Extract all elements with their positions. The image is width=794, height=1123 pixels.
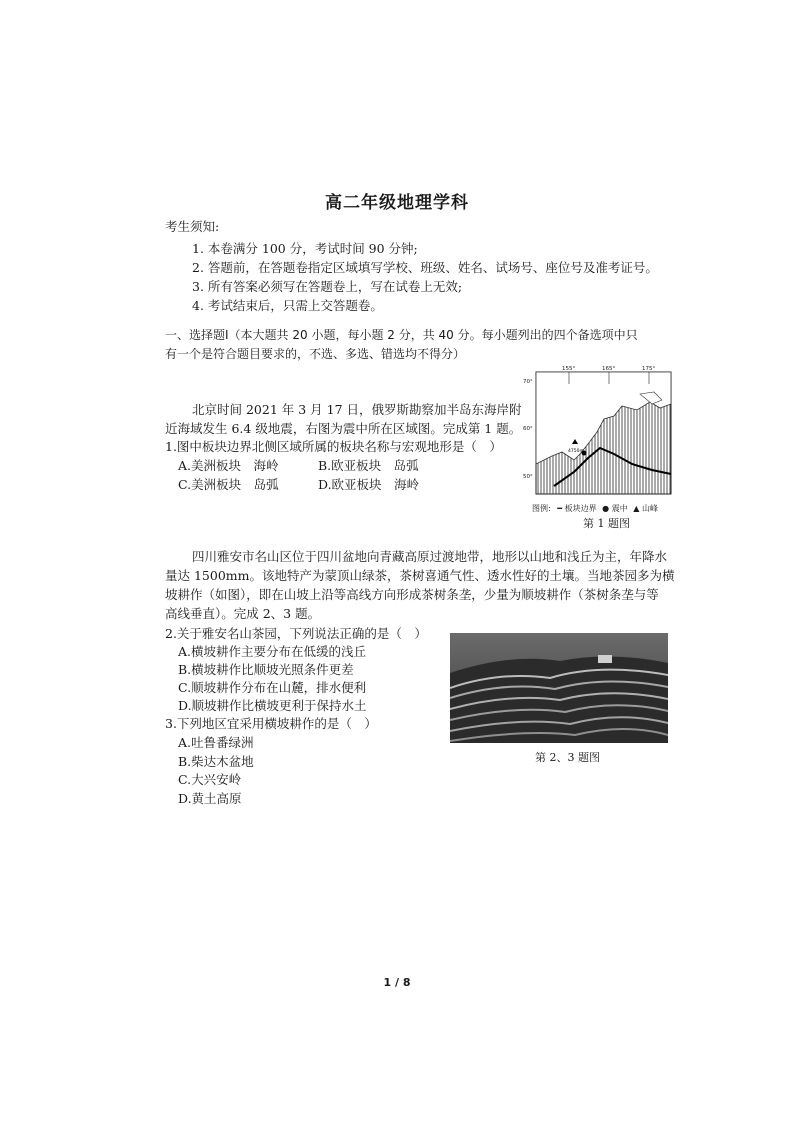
q3-option-c: C.大兴安岭: [178, 772, 242, 787]
q2-option-d: D.顺坡耕作比横坡更利于保持水土: [178, 698, 367, 713]
lon-label: 155°: [562, 366, 576, 372]
lat-label: 50°: [523, 474, 533, 480]
section-heading-cont: 有一个是符合题目要求的，不选、多选、错选均不得分）: [165, 347, 466, 361]
map-legend: [532, 503, 658, 514]
q2-stem: 2.关于雅安名山茶园，下列说法正确的是（ ）: [165, 626, 427, 641]
peak-label: 4750m: [568, 449, 584, 454]
page-number: 1 / 8: [383, 976, 411, 989]
photo-caption: 第 2、3 题图: [535, 751, 600, 764]
earthquake-map: [522, 364, 674, 498]
legend-boundary: 板块边界: [564, 504, 597, 513]
q2-option-a: A.横坡耕作主要分布在低缓的浅丘: [178, 644, 367, 659]
q1-option-b: B.欧亚板块 岛弧: [318, 458, 419, 473]
legend-boundary-icon: ━: [557, 504, 563, 513]
q23-intro: 坡耕作（如图），即在山坡上沿等高线方向形成茶树条垄，少量为顺坡耕作（茶树条垄与等: [165, 587, 659, 602]
q3-stem: 3.下列地区宜采用横坡耕作的是（ ）: [165, 716, 377, 731]
q1-stem: 1.图中板块边界北侧区域所属的板块名称与宏观地形是（ ）: [165, 439, 502, 454]
lon-label: 175°: [642, 366, 656, 372]
q2-option-c: C.顺坡耕作分布在山麓，排水便利: [178, 680, 367, 695]
q3-option-d: D.黄土高原: [178, 791, 242, 806]
notice-item: 3. 所有答案必须写在答题卷上，写在试卷上无效;: [192, 279, 463, 294]
legend-peak-icon: ▲: [633, 504, 640, 513]
notice-heading: 考生须知:: [165, 219, 220, 234]
q23-intro: 四川雅安市名山区位于四川盆地向青藏高原过渡地带，地形以山地和浅丘为主，年降水: [192, 549, 668, 564]
q3-option-a: A.吐鲁番绿洲: [178, 735, 254, 750]
tea-terrace-photo: [450, 633, 668, 743]
q23-intro: 量达 1500mm。该地特产为蒙顶山绿茶，茶树喜通气性、透水性好的土壤。当地茶园多为横: [165, 568, 675, 583]
notice-item: 1. 本卷满分 100 分，考试时间 90 分钟;: [192, 241, 418, 256]
q3-option-b: B.柴达木盆地: [178, 754, 254, 769]
notice-item: 4. 考试结束后，只需上交答题卷。: [192, 298, 383, 313]
legend-epicenter: 震中: [611, 504, 628, 513]
map-caption: 第 1 题图: [583, 517, 630, 530]
legend-epicenter-icon: ●: [602, 504, 610, 513]
lon-label: 165°: [602, 366, 616, 372]
notice-item: 2. 答题前，在答题卷指定区域填写学校、班级、姓名、试场号、座位号及准考证号。: [192, 260, 658, 275]
legend-peak: 山峰: [641, 504, 658, 513]
lat-label: 70°: [523, 379, 533, 385]
q1-intro: 近海域发生 6.4 级地震，右图为震中所在区域图。完成第 1 题。: [165, 421, 522, 436]
q1-option-d: D.欧亚板块 海岭: [318, 477, 420, 492]
q23-intro: 高线垂直）。完成 2、3 题。: [165, 606, 321, 621]
lat-label: 60°: [523, 426, 533, 432]
legend-prefix: 图例:: [532, 504, 551, 513]
q1-option-a: A.美洲板块 海岭: [178, 458, 279, 473]
q2-option-b: B.横坡耕作比顺坡光照条件更差: [178, 662, 354, 677]
section-heading: 一、选择题Ⅰ（本大题共 20 小题，每小题 2 分，共 40 分。每小题列出的四个备选项中只: [165, 328, 638, 342]
q1-intro: 北京时间 2021 年 3 月 17 日，俄罗斯勘察加半岛东海岸附: [192, 402, 522, 417]
page-title: 高二年级地理学科: [325, 193, 469, 213]
q1-option-c: C.美洲板块 岛弧: [178, 477, 279, 492]
